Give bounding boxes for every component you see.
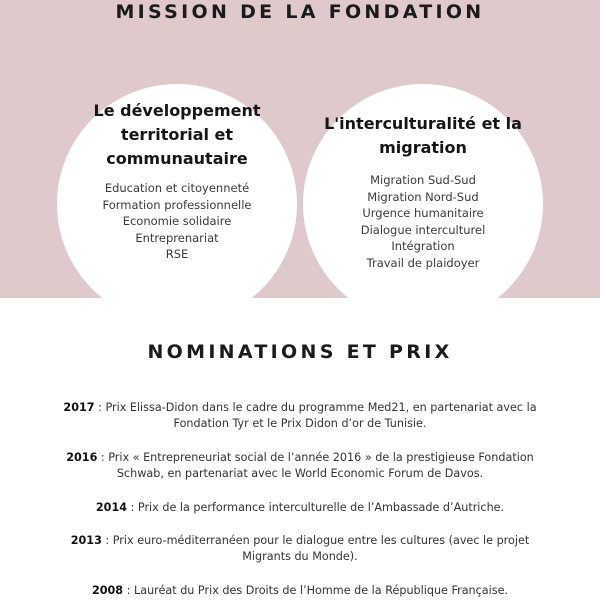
award-item xyxy=(60,400,540,433)
award-text: : Prix de la performance interculturelle de l’Ambassade d’Autriche. xyxy=(127,500,505,514)
list-item: Migration Sud-Sud xyxy=(370,173,476,187)
mission-circle-territorial xyxy=(57,84,297,324)
nominations-title: NOMINATIONS ET PRIX xyxy=(147,341,453,363)
award-text: : Prix euro-méditerranéen pour le dialogue entre les cultures (avec le projet Migrants du Monde). xyxy=(101,534,530,564)
mission-title: MISSION DE LA FONDATION xyxy=(115,1,485,23)
award-year: 2013 xyxy=(70,534,102,548)
list-item: Dialogue interculturel xyxy=(360,222,486,237)
circle-title: L'interculturalité et la migration xyxy=(324,114,522,157)
award-year: 2016 xyxy=(66,450,98,464)
award-text: : Lauréat du Prix des Droits de l’Homme de la République Française. xyxy=(123,583,509,597)
award-text: : Prix Elissa-Didon dans le cadre du programme Med21, en partenariat avec la Fondation Tyr et le Prix Didon d’or de Tunisie. xyxy=(94,401,537,431)
mission-section xyxy=(0,0,600,298)
list-item: Entreprenariat xyxy=(135,230,219,245)
list-item: Urgence humanitaire xyxy=(362,206,484,220)
award-year: 2017 xyxy=(63,401,95,414)
circle-title: Le développement territorial et communautaire xyxy=(93,101,261,168)
awards-list xyxy=(60,400,540,616)
list-item: Formation professionnelle xyxy=(102,197,252,212)
list-item: Education et citoyenneté xyxy=(104,181,250,195)
award-year: 2014 xyxy=(95,500,128,514)
award-item xyxy=(60,533,540,566)
award-item xyxy=(60,583,540,599)
list-item: Migration Nord-Sud xyxy=(367,189,479,204)
list-item: Intégration xyxy=(391,239,455,253)
list-item: Economie solidaire xyxy=(122,214,232,228)
mission-circle-migration xyxy=(303,84,543,324)
list-item: Travail de plaidoyer xyxy=(366,255,480,270)
list-item: RSE xyxy=(165,247,189,261)
award-item xyxy=(60,450,540,483)
award-year: 2008 xyxy=(91,583,124,597)
award-text: : Prix « Entrepreneuriat social de l’année 2016 » de la prestigieuse Fondation Schwab, en partenariat avec le World Economic Forum de Davos. xyxy=(97,450,534,481)
award-item xyxy=(60,500,540,516)
circle-item-list xyxy=(57,180,297,263)
circle-item-list xyxy=(303,172,543,271)
